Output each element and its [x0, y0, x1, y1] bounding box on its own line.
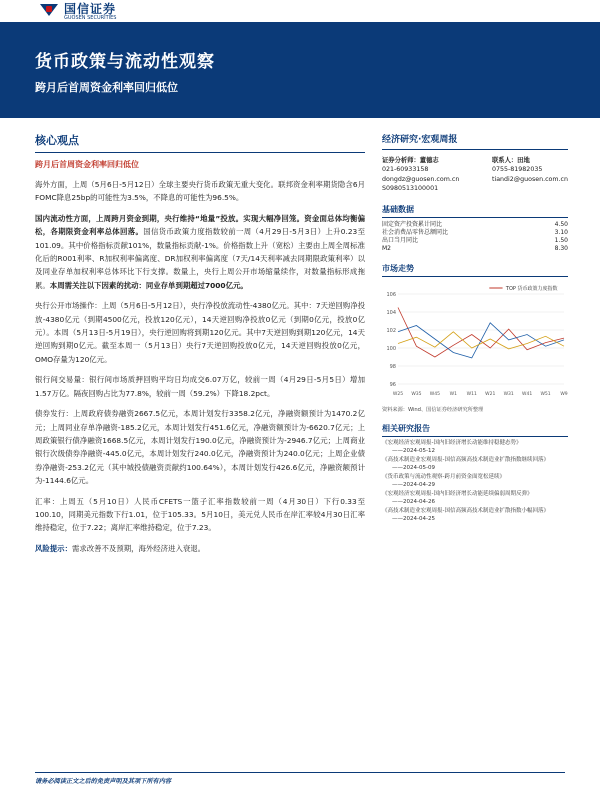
y-tick-label: 100 [386, 346, 396, 353]
company-logo [40, 0, 116, 21]
basic-data-title: 基础数据 [382, 204, 414, 214]
related-report[interactable] [382, 491, 568, 506]
paragraph-interbank: 银行间交易量：银行间市场质押回购平均日均成交6.07万亿，较前一周（4月29日-5月5日）增加1.57万亿。隔夜回购占比为77.8%，较前一周（59.2%）下降18.2pct。 [35, 375, 365, 398]
x-tick-label: W41 [522, 392, 533, 398]
top-bar [0, 0, 600, 22]
series-line [398, 308, 564, 358]
section-divider [35, 152, 365, 153]
related-report[interactable] [382, 440, 568, 455]
basic-data-value: 1.50 [554, 237, 568, 245]
logo-icon [40, 4, 58, 18]
paragraph-overseas: 海外方面，上周（5月6日-5月12日）全球主要央行货币政策无重大变化。联邦资金利率期货隐含6月FOMC降息25bp的可能性为3.5%，不降息的可能性为96.5%。 [35, 180, 365, 203]
section-subtitle: 跨月后首周资金利率回归低位 [35, 160, 139, 169]
contact-name: 田地 [517, 157, 530, 164]
related-report-title[interactable]: 《货币政策与流动性观察-跨月前资金面宽松延续》 [382, 474, 505, 481]
y-tick-label: 106 [386, 292, 396, 299]
basic-data-row [382, 237, 568, 245]
risk-text: 需求改善不及预期，海外经济进入衰退。 [71, 543, 206, 553]
related-report-title[interactable]: 《宏观经济宏观周报-国内旧经济增长动能维持稳健态势》 [382, 440, 522, 447]
x-tick-label: W35 [411, 392, 422, 398]
basic-data-key: M2 [382, 245, 391, 253]
chart-source: 资料来源：Wind、国信证券经济研究所整理 [382, 407, 484, 414]
basic-data-key: 出口当月同比 [382, 237, 419, 245]
x-tick-label: W9 [560, 392, 568, 398]
basic-data-value: 8.30 [554, 245, 568, 253]
sidebar [382, 132, 568, 525]
x-tick-label: W31 [503, 392, 514, 398]
risk-label: 风险提示： [35, 543, 72, 553]
x-tick-label: W51 [540, 392, 551, 398]
basic-data-value: 3.10 [554, 228, 568, 236]
title-banner [0, 22, 600, 118]
x-tick-label: W1 [449, 392, 457, 398]
basic-data-value: 4.50 [554, 220, 568, 228]
basic-data-divider [382, 217, 568, 218]
y-tick-label: 98 [389, 364, 396, 371]
paragraph-bonds: 债券发行：上周政府债券融资2667.5亿元，本周计划发行3358.2亿元，净融资额预计为1470.2亿元；上周同业存单净融资-185.2亿元，本周计划发行451.6亿元，净融资额预计为-6620.7亿元；上周政策银行债净融资1668.5亿元，本周计划发行190.0亿元，净融资预计为-2946.7亿元；上周商业银行次级债券净融资-445.0亿元，本周计划发行240.0亿元，净融资预计为240.0亿元；上周企业债券净融资-253.2亿元（其中城投债融资贡献约100.64%），本周计划发行426.6亿元，净融资额预计为-1144.6亿元。 [35, 409, 365, 486]
market-trend-divider [382, 276, 568, 277]
related-report-date: ——2024-04-29 [392, 481, 435, 488]
related-report-title[interactable]: 《高技术制造业宏观周报-国信高频高技术制造业扩散指数继续回落》 [382, 457, 549, 464]
analyst-name: 董德志 [419, 157, 439, 164]
related-report[interactable] [382, 508, 568, 523]
main-column [35, 132, 365, 562]
paragraph-domestic-body: 国信货币政策力度指数较前一周（4月29日-5月3日）上升0.23至101.09。其中价格指标贡献101%，数量指标贡献-1%。价格指数上升（宽松）主要由上周全周标准化后的R001利率、R加权利率偏离度、DR加权利率偏离度（7天/14天利率减去同期限政策利率）以及同业存单加权利率总体环比下行支撑。数量上，央行上周公开市场缩量续作，对数量指标形成拖累。 [35, 227, 365, 290]
basic-data-row [382, 245, 568, 253]
analyst-label: 证券分析师： [382, 157, 420, 164]
risk-warning [35, 542, 365, 555]
related-report-date: ——2024-05-12 [392, 447, 435, 454]
basic-data-key: 社会消费品零售总额同比 [382, 228, 449, 236]
related-report-title[interactable]: 《高技术制造业宏观周报-国信高频高技术制造业扩散指数小幅回落》 [382, 508, 549, 515]
sidebar-divider [382, 149, 568, 150]
x-tick-label: W21 [485, 392, 496, 398]
paragraph-domestic-lead: 国内流动性方面，上周跨月资金到期，央行维持“地量”投放。实现大幅净回笼。资金面总体均衡偏松，各期限资金利率总体回落。 [35, 213, 365, 237]
report-subtitle: 跨月后首周资金利率回归低位 [35, 81, 178, 94]
market-trend-title: 市场走势 [382, 264, 414, 274]
trend-chart-svg [382, 280, 568, 400]
paragraph-domestic-tail: 本周需关注以下因素的扰动：同业存单到期超过7000亿元。 [49, 280, 248, 290]
related-report-date: ——2024-04-25 [392, 515, 435, 522]
basic-data-key: 固定资产投资累计同比 [382, 220, 443, 228]
contact-phone: 0755-81982035 [491, 166, 543, 174]
paragraph-domestic [35, 212, 365, 292]
analyst-email[interactable]: dongdz@guosen.com.cn [382, 175, 460, 183]
contact-person [492, 156, 568, 194]
related-report[interactable] [382, 474, 568, 489]
basic-data-row [382, 229, 568, 237]
related-reports-divider [382, 436, 568, 437]
analyst-info [382, 156, 568, 194]
section-title: 核心观点 [35, 134, 79, 147]
analyst-phone: 021-60933158 [382, 166, 429, 174]
analyst-cert: S0980513100001 [382, 185, 439, 193]
x-tick-label: W25 [392, 392, 404, 398]
disclaimer-text: 请务必阅读正文之后的免责声明及其项下所有内容 [35, 778, 172, 785]
legend-label: TOP 货币政策力度指数 [505, 286, 558, 293]
market-trend-chart [382, 280, 568, 404]
basic-data-row [382, 221, 568, 229]
related-report-date: ——2024-05-09 [392, 464, 435, 471]
x-tick-label: W45 [429, 392, 440, 398]
paragraph-omo: 央行公开市场操作：上周（5月6日-5月12日），央行净投放流动性-4380亿元。其中：7天逆回购净投放-4380亿元（到期4500亿元，投放120亿元），14天逆回购净投放0亿元（到期0亿元，投放0亿元）。本周（5月13日-5月19日），央行逆回购将到期120亿元。其中7天逆回购到期120亿元，14天逆回购到期0亿元。截至本周一（5月13日）央行7天逆回购投放0亿元，14天逆回购投放0亿元，OMO存量为120亿元。 [35, 301, 365, 364]
related-reports-title: 相关研究报告 [382, 424, 430, 434]
logo-english-name: GUOSEN SECURITIES [64, 15, 117, 21]
analyst-primary [382, 156, 459, 194]
footer [35, 772, 565, 785]
report-category: 经济研究·宏观周报 [382, 135, 458, 145]
related-report[interactable] [382, 457, 568, 472]
paragraph-fx: 汇率：上周五（5月10日）人民币CFETS一篮子汇率指数较前一周（4月30日）下行0.33至100.10，同期美元指数下行1.01，位于105.33。5月10日，美元兑人民币在岸汇率较4月30日汇率维持稳定，位于7.22；离岸汇率维持稳定，位于7.23。 [35, 496, 365, 533]
y-tick-label: 104 [386, 310, 396, 317]
logo-name: 国信证券 [64, 2, 117, 16]
contact-email[interactable]: tiandi2@guosen.com.cn [491, 175, 568, 183]
y-tick-label: 96 [389, 382, 396, 389]
related-report-title[interactable]: 《宏观经济宏观周报-国内旧经济增长动能延续偏弱周期反弹》 [382, 491, 533, 498]
related-reports-list [382, 440, 568, 523]
y-tick-label: 102 [386, 328, 396, 335]
contact-label: 联系人： [491, 157, 518, 164]
basic-data-table [382, 221, 568, 254]
related-report-date: ——2024-04-26 [392, 498, 435, 505]
report-title: 货币政策与流动性观察 [35, 52, 215, 72]
footer-divider [35, 772, 565, 773]
x-tick-label: W11 [466, 392, 477, 398]
